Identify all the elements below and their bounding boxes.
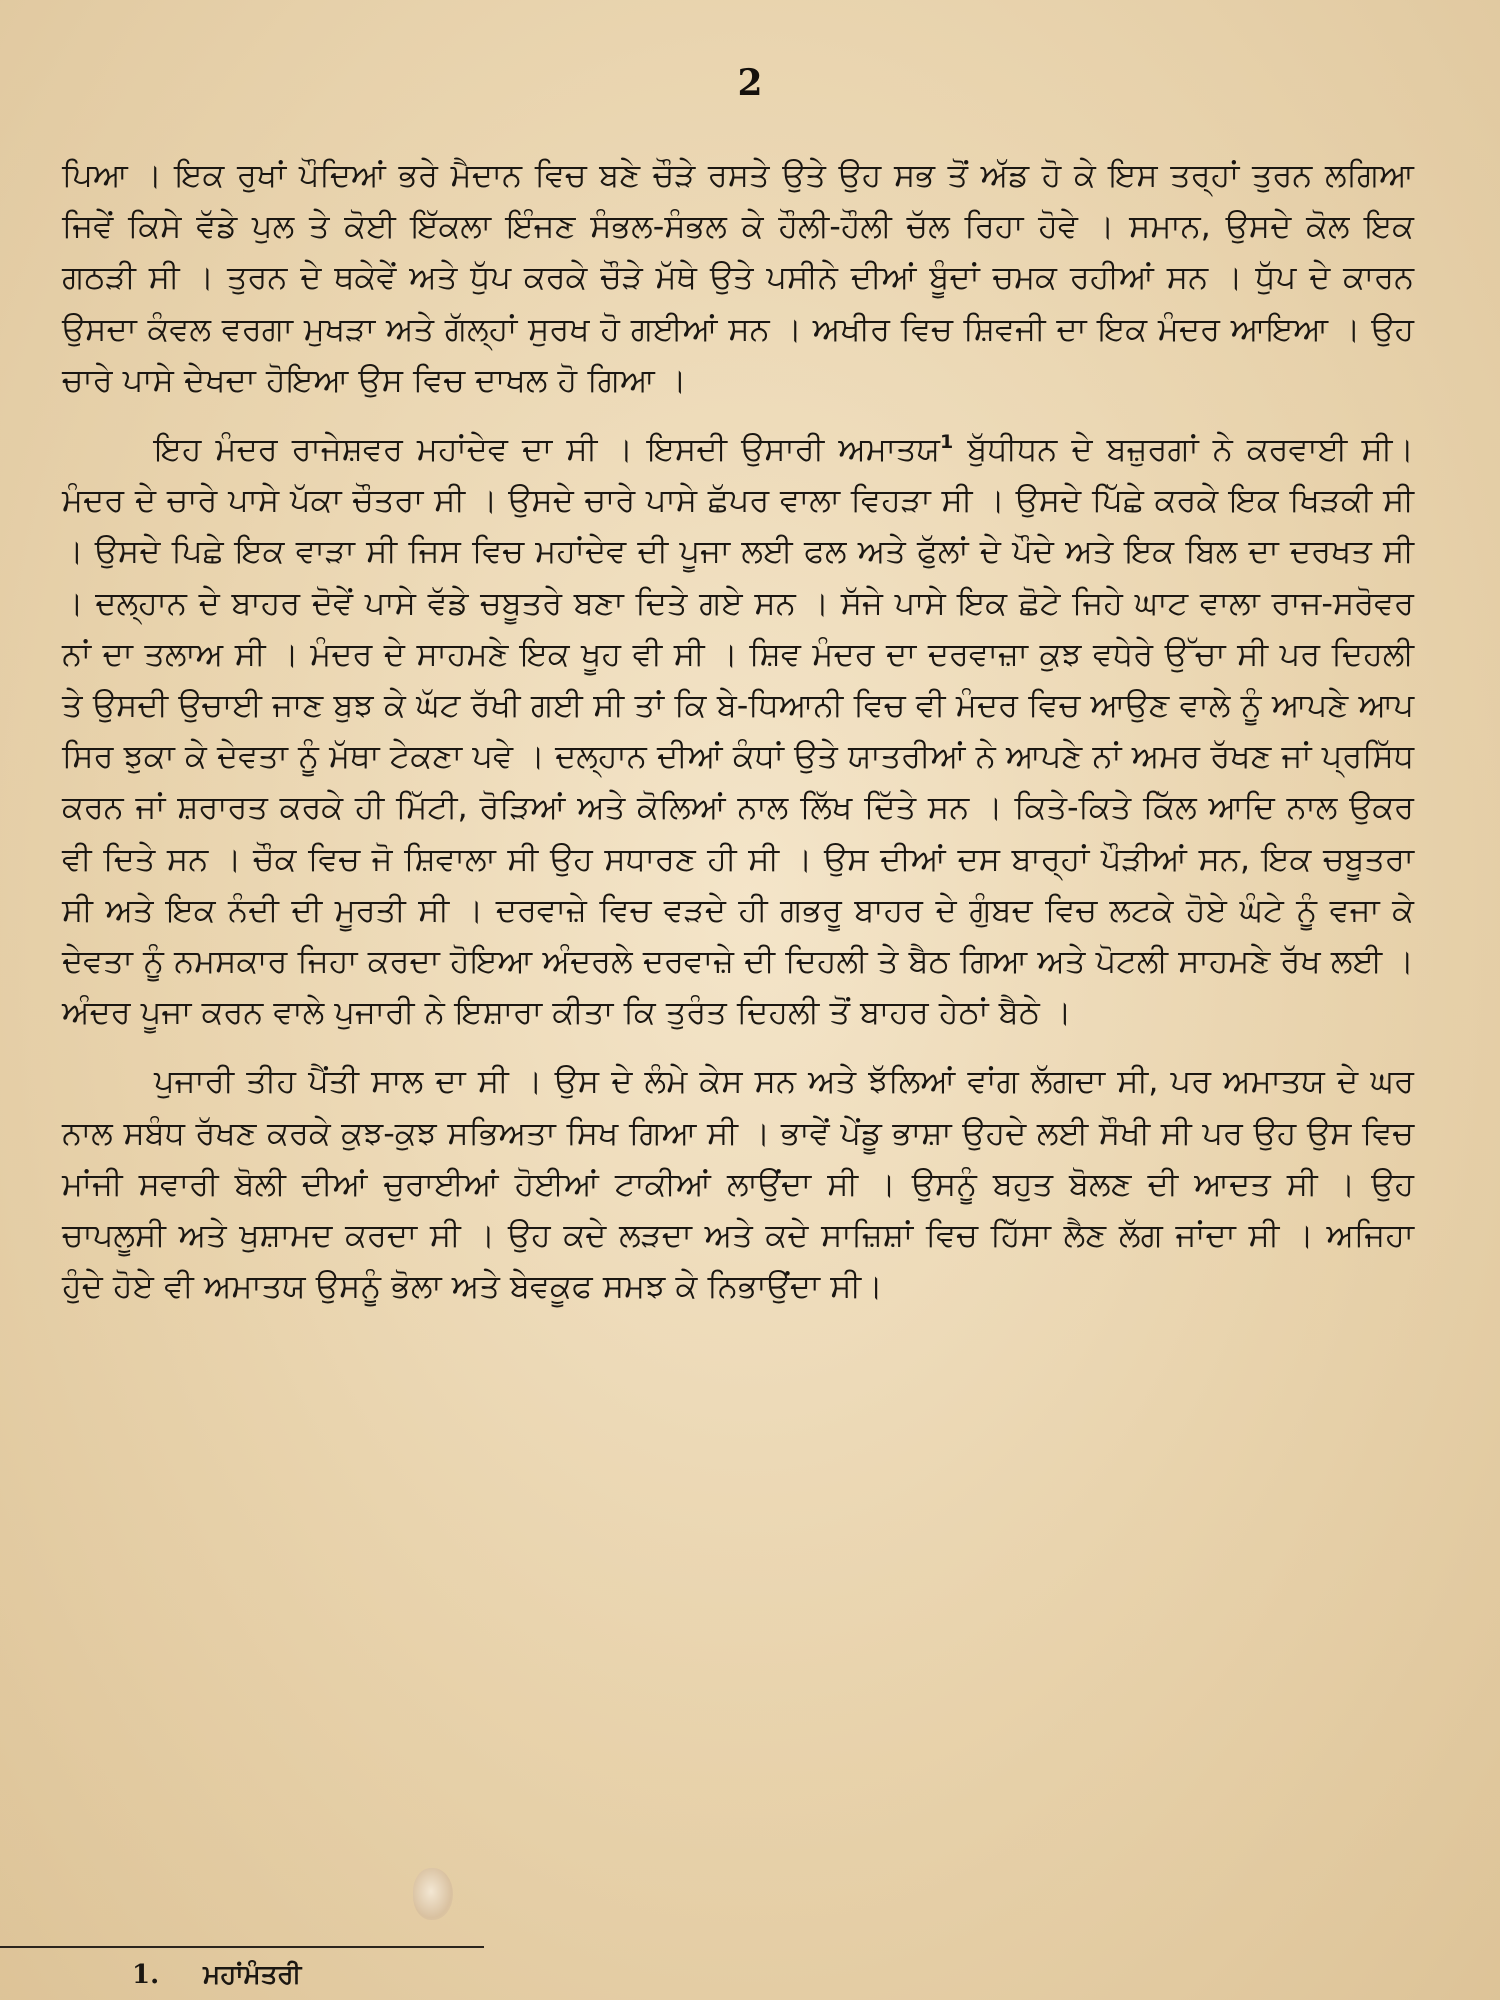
paragraph-2 [62,424,1414,1038]
paragraph-text: ਇਹ ਮੰਦਰ ਰਾਜੇਸ਼ਵਰ ਮਹਾਂਦੇਵ ਦਾ ਸੀ । ਇਸਦੀ ਉਸਾਰੀ ਅਮਾਤਯ [154,430,941,469]
body-text [62,150,1414,1330]
paragraph-text: ਪਿਆ । ਇਕ ਰੁਖਾਂ ਪੌਦਿਆਂ ਭਰੇ ਮੈਦਾਨ ਵਿਚ ਬਣੇ ਚੌੜੇ ਰਸਤੇ ਉਤੇ ਉਹ ਸਭ ਤੋਂ ਅੱਡ ਹੋ ਕੇ ਇਸ ਤਰ੍ਹਾਂ ਤੁਰਨ ਲਗਿਆ ਜਿਵੇਂ ਕਿਸੇ ਵੱਡੇ ਪੁਲ ਤੇ ਕੋਈ ਇੱਕਲਾ ਇੰਜਣ ਸੰਭਲ-ਸੰਭਲ ਕੇ ਹੌਲੀ-ਹੌਲੀ ਚੱਲ ਰਿਹਾ ਹੋਵੇ । ਸਮਾਨ, ਉਸਦੇ ਕੋਲ ਇਕ ਗਠੜੀ ਸੀ । ਤੁਰਨ ਦੇ ਥਕੇਵੇਂ ਅਤੇ ਧੁੱਪ ਕਰਕੇ ਚੌੜੇ ਮੱਥੇ ਉਤੇ ਪਸੀਨੇ ਦੀਆਂ ਬੂੰਦਾਂ ਚਮਕ ਰਹੀਆਂ ਸਨ । ਧੁੱਪ ਦੇ ਕਾਰਨ ਉਸਦਾ ਕੰਵਲ ਵਰਗਾ ਮੁਖੜਾ ਅਤੇ ਗੱਲ੍ਹਾਂ ਸੁਰਖ ਹੋ ਗਈਆਂ ਸਨ । ਅਖੀਰ ਵਿਚ ਸ਼ਿਵਜੀ ਦਾ ਇਕ ਮੰਦਰ ਆਇਆ । ਉਹ ਚਾਰੇ ਪਾਸੇ ਦੇਖਦਾ ਹੋਇਆ ਉਸ ਵਿਚ ਦਾਖਲ ਹੋ ਗਿਆ । [62,156,1414,399]
paragraph-1 [62,150,1414,406]
footnote-divider [0,1946,484,1948]
footnote-marker: 1 [940,431,954,454]
paragraph-text: ਬੁੱਧੀਧਨ ਦੇ ਬਜ਼ੁਰਗਾਂ ਨੇ ਕਰਵਾਈ ਸੀ। ਮੰਦਰ ਦੇ ਚਾਰੇ ਪਾਸੇ ਪੱਕਾ ਚੌਤਰਾ ਸੀ । ਉਸਦੇ ਚਾਰੇ ਪਾਸੇ ਛੱਪਰ ਵਾਲਾ ਵਿਹੜਾ ਸੀ । ਉਸਦੇ ਪਿੱਛੇ ਕਰਕੇ ਇਕ ਖਿੜਕੀ ਸੀ । ਉਸਦੇ ਪਿਛੇ ਇਕ ਵਾੜਾ ਸੀ ਜਿਸ ਵਿਚ ਮਹਾਂਦੇਵ ਦੀ ਪੂਜਾ ਲਈ ਫਲ ਅਤੇ ਫੁੱਲਾਂ ਦੇ ਪੌਦੇ ਅਤੇ ਇਕ ਬਿਲ ਦਾ ਦਰਖਤ ਸੀ । ਦਲ੍ਹਾਨ ਦੇ ਬਾਹਰ ਦੋਵੇਂ ਪਾਸੇ ਵੱਡੇ ਚਬੂਤਰੇ ਬਣਾ ਦਿਤੇ ਗਏ ਸਨ । ਸੱਜੇ ਪਾਸੇ ਇਕ ਛੋਟੇ ਜਿਹੇ ਘਾਟ ਵਾਲਾ ਰਾਜ-ਸਰੋਵਰ ਨਾਂ ਦਾ ਤਲਾਅ ਸੀ । ਮੰਦਰ ਦੇ ਸਾਹਮਣੇ ਇਕ ਖੂਹ ਵੀ ਸੀ । ਸ਼ਿਵ ਮੰਦਰ ਦਾ ਦਰਵਾਜ਼ਾ ਕੁਝ ਵਧੇਰੇ ਉੱਚਾ ਸੀ ਪਰ ਦਿਹਲੀ ਤੇ ਉਸਦੀ ਉਚਾਈ ਜਾਣ ਬੁਝ ਕੇ ਘੱਟ ਰੱਖੀ ਗਈ ਸੀ ਤਾਂ ਕਿ ਬੇ-ਧਿਆਨੀ ਵਿਚ ਵੀ ਮੰਦਰ ਵਿਚ ਆਉਣ ਵਾਲੇ ਨੂੰ ਆਪਣੇ ਆਪ ਸਿਰ ਝੁਕਾ ਕੇ ਦੇਵਤਾ ਨੂੰ ਮੱਥਾ ਟੇਕਣਾ ਪਵੇ । ਦਲ੍ਹਾਨ ਦੀਆਂ ਕੰਧਾਂ ਉਤੇ ਯਾਤਰੀਆਂ ਨੇ ਆਪਣੇ ਨਾਂ ਅਮਰ ਰੱਖਣ ਜਾਂ ਪ੍ਰਸਿੱਧ ਕਰਨ ਜਾਂ ਸ਼ਰਾਰਤ ਕਰਕੇ ਹੀ ਮਿੱਟੀ, ਰੋੜਿਆਂ ਅਤੇ ਕੋਲਿਆਂ ਨਾਲ ਲਿੱਖ ਦਿੱਤੇ ਸਨ । ਕਿਤੇ-ਕਿਤੇ ਕਿੱਲ ਆਦਿ ਨਾਲ ਉਕਰ ਵੀ ਦਿਤੇ ਸਨ । ਚੌਕ ਵਿਚ ਜੋ ਸ਼ਿਵਾਲਾ ਸੀ ਉਹ ਸਧਾਰਣ ਹੀ ਸੀ । ਉਸ ਦੀਆਂ ਦਸ ਬਾਰ੍ਹਾਂ ਪੌੜੀਆਂ ਸਨ, ਇਕ ਚਬੂਤਰਾ ਸੀ ਅਤੇ ਇਕ ਨੰਦੀ ਦੀ ਮੂਰਤੀ ਸੀ । ਦਰਵਾਜ਼ੇ ਵਿਚ ਵੜਦੇ ਹੀ ਗਭਰੂ ਬਾਹਰ ਦੇ ਗੁੰਬਦ ਵਿਚ ਲਟਕੇ ਹੋਏ ਘੰਟੇ ਨੂੰ ਵਜਾ ਕੇ ਦੇਵਤਾ ਨੂੰ ਨਮਸਕਾਰ ਜਿਹਾ ਕਰਦਾ ਹੋਇਆ ਅੰਦਰਲੇ ਦਰਵਾਜ਼ੇ ਦੀ ਦਿਹਲੀ ਤੇ ਬੈਠ ਗਿਆ ਅਤੇ ਪੋਟਲੀ ਸਾਹਮਣੇ ਰੱਖ ਲਈ । ਅੰਦਰ ਪੂਜਾ ਕਰਨ ਵਾਲੇ ਪੁਜਾਰੀ ਨੇ ਇਸ਼ਾਰਾ ਕੀਤਾ ਕਿ ਤੁਰੰਤ ਦਿਹਲੀ ਤੋਂ ਬਾਹਰ ਹੇਠਾਂ ਬੈਠੇ । [62,430,1414,1032]
paragraph-text: ਪੁਜਾਰੀ ਤੀਹ ਪੈਂਤੀ ਸਾਲ ਦਾ ਸੀ । ਉਸ ਦੇ ਲੰਮੇ ਕੇਸ ਸਨ ਅਤੇ ਝੱਲਿਆਂ ਵਾਂਗ ਲੱਗਦਾ ਸੀ, ਪਰ ਅਮਾਤਯ ਦੇ ਘਰ ਨਾਲ ਸਬੰਧ ਰੱਖਣ ਕਰਕੇ ਕੁਝ-ਕੁਝ ਸਭਿਅਤਾ ਸਿਖ ਗਿਆ ਸੀ । ਭਾਵੇਂ ਪੇਂਡੂ ਭਾਸ਼ਾ ਉਹਦੇ ਲਈ ਸੌਖੀ ਸੀ ਪਰ ਉਹ ਉਸ ਵਿਚ ਮਾਂਜੀ ਸਵਾਰੀ ਬੋਲੀ ਦੀਆਂ ਚੁਰਾਈਆਂ ਹੋਈਆਂ ਟਾਕੀਆਂ ਲਾਉਂਦਾ ਸੀ । ਉਸਨੂੰ ਬਹੁਤ ਬੋਲਣ ਦੀ ਆਦਤ ਸੀ । ਉਹ ਚਾਪਲੂਸੀ ਅਤੇ ਖੁਸ਼ਾਮਦ ਕਰਦਾ ਸੀ । ਉਹ ਕਦੇ ਲੜਦਾ ਅਤੇ ਕਦੇ ਸਾਜ਼ਿਸ਼ਾਂ ਵਿਚ ਹਿੱਸਾ ਲੈਣ ਲੱਗ ਜਾਂਦਾ ਸੀ । ਅਜਿਹਾ ਹੁੰਦੇ ਹੋਏ ਵੀ ਅਮਾਤਯ ਉਸਨੂੰ ਭੋਲਾ ਅਤੇ ਬੇਵਕੂਫ ਸਮਝ ਕੇ ਨਿਭਾਉਂਦਾ ਸੀ। [62,1062,1414,1306]
footnote-text: ਮਹਾਂਮੰਤਰੀ [203,1960,302,1990]
page-number: 2 [737,62,763,104]
paper-stain [413,1868,453,1920]
footnote-number: 1. [132,1960,160,1990]
paragraph-3 [62,1056,1414,1312]
footnote [132,1960,301,1991]
